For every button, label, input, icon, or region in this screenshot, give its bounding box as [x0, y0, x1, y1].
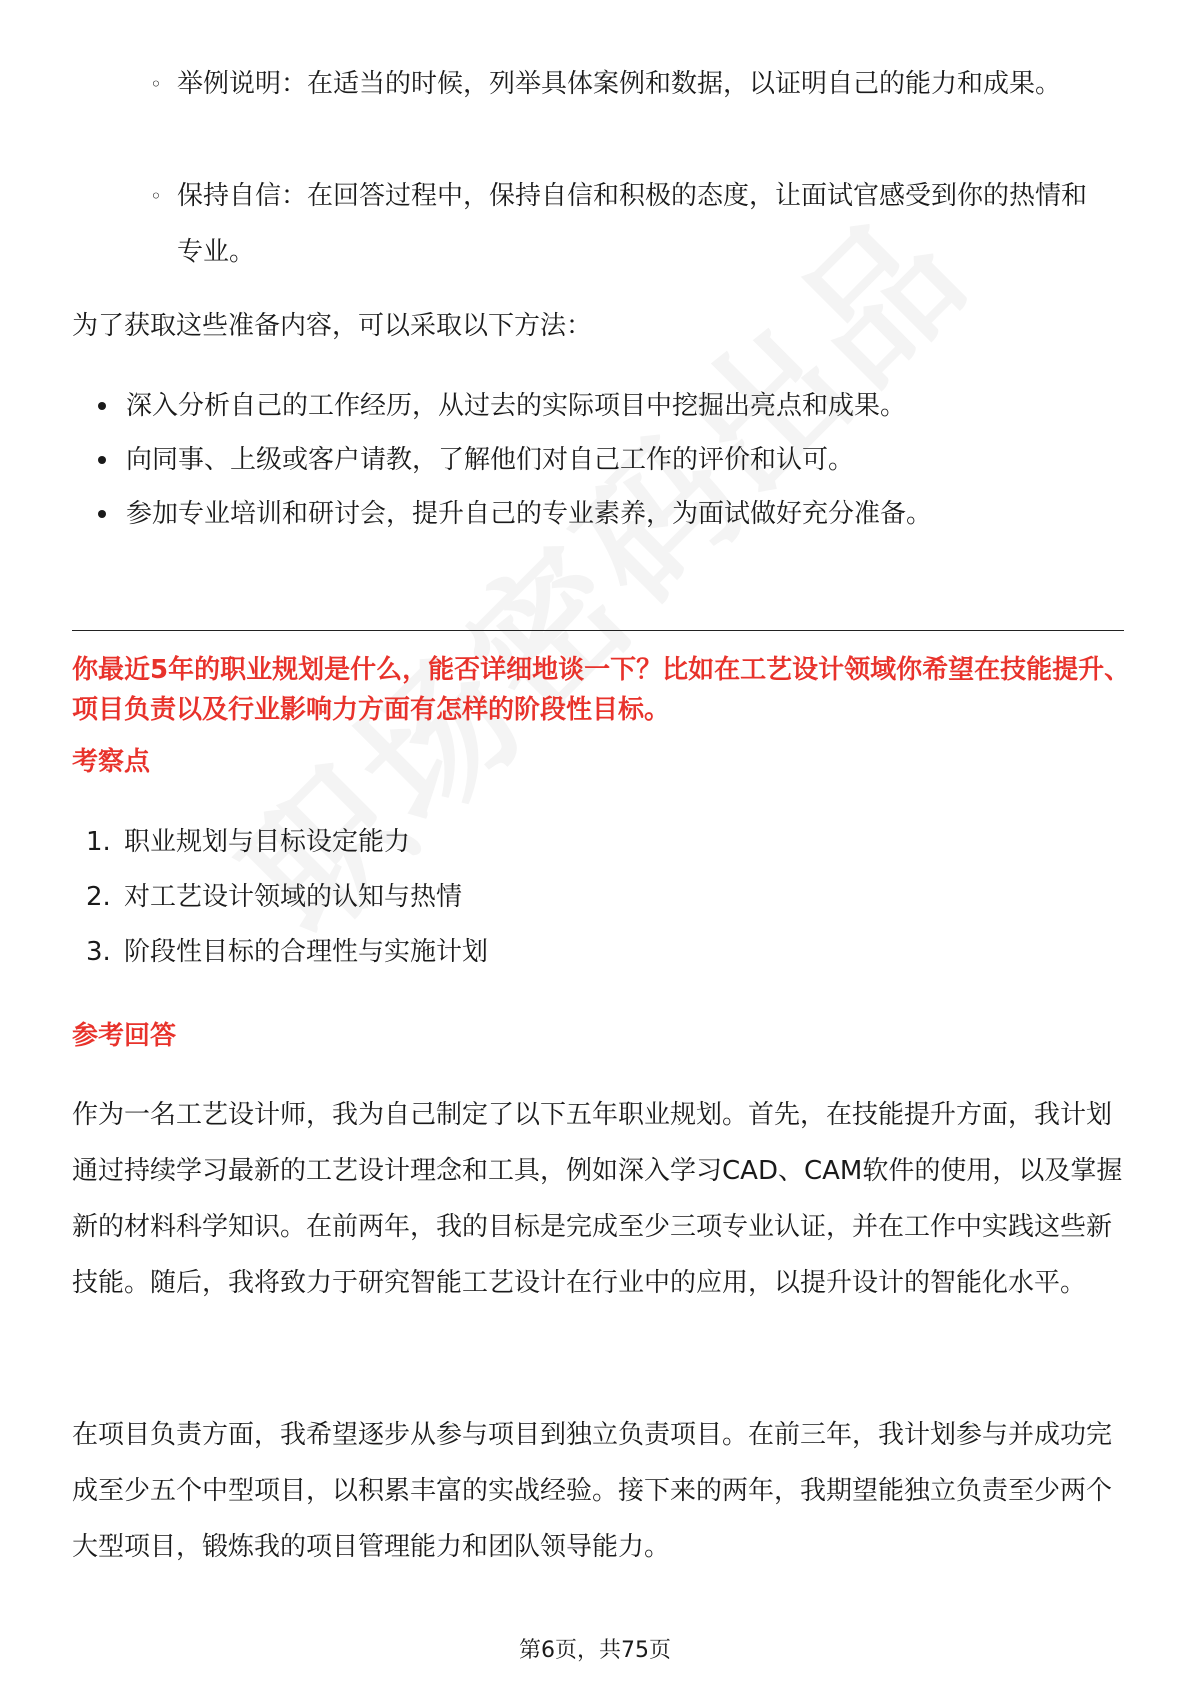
checkpoint-item — [86, 877, 1086, 917]
checkpoint-number: 3. — [86, 937, 111, 967]
answer-paragraph: 在项目负责方面，我希望逐步从参与项目到独立负责项目。在前三年，我计划参与并成功完成至少五个中型项目，以积累丰富的实战经验。接下来的两年，我期望能独立负责至少两个大型项目，锻炼我的项目管理能力和团队领导能力。 — [72, 1420, 1113, 1562]
sub-list-item — [150, 56, 1110, 112]
answer-heading: 参考回答 — [72, 1021, 177, 1051]
checkpoint-text: 对工艺设计领域的认知与热情 — [124, 882, 463, 912]
intro-line: 为了获取这些准备内容，可以采取以下方法： — [72, 311, 593, 341]
checkpoint-item — [86, 932, 1086, 972]
method-text: 深入分析自己的工作经历，从过去的实际项目中挖掘出亮点和成果。 — [126, 391, 907, 421]
checkpoints-heading: 考察点 — [72, 747, 151, 777]
sub-list-item — [150, 168, 1110, 280]
checkpoint-text: 阶段性目标的合理性与实施计划 — [124, 937, 489, 967]
sub-list-item-text: 举例说明：在适当的时候，列举具体案例和数据，以证明自己的能力和成果。 — [177, 69, 1062, 99]
bullet-dot-icon — [98, 402, 106, 410]
hollow-bullet-icon: ◦ — [150, 72, 162, 96]
answer-paragraph: 作为一名工艺设计师，我为自己制定了以下五年职业规划。首先，在技能提升方面，我计划通过持续学习最新的工艺设计理念和工具，例如深入学习CAD、CAM软件的使用，以及掌握新的材料科学知识。在前两年，我的目标是完成至少三项专业认证，并在工作中实践这些新技能。随后，我将致力于研究智能工艺设计在行业中的应用，以提升设计的智能化水平。 — [72, 1100, 1123, 1298]
checkpoint-number: 1. — [86, 827, 111, 857]
bullet-dot-icon — [98, 456, 106, 464]
checkpoint-item — [86, 822, 1086, 862]
method-text: 参加专业培训和研讨会，提升自己的专业素养，为面试做好充分准备。 — [126, 499, 933, 529]
method-list-item — [98, 440, 1108, 480]
section-divider — [72, 630, 1124, 631]
hollow-bullet-icon: ◦ — [150, 184, 162, 208]
bullet-dot-icon — [98, 510, 106, 518]
checkpoint-text: 职业规划与目标设定能力 — [124, 827, 411, 857]
page-number: 第6页，共75页 — [519, 1638, 671, 1663]
method-list-item — [98, 494, 1108, 534]
method-text: 向同事、上级或客户请教，了解他们对自己工作的评价和认可。 — [126, 445, 855, 475]
sub-list-item-text: 保持自信：在回答过程中，保持自信和积极的态度，让面试官感受到你的热情和专业。 — [177, 181, 1088, 267]
checkpoint-number: 2. — [86, 882, 111, 912]
method-list-item — [98, 386, 1108, 426]
interview-question: 你最近5年的职业规划是什么，能否详细地谈一下？比如在工艺设计领域你希望在技能提升、项目负责以及行业影响力方面有怎样的阶段性目标。 — [72, 655, 1131, 725]
